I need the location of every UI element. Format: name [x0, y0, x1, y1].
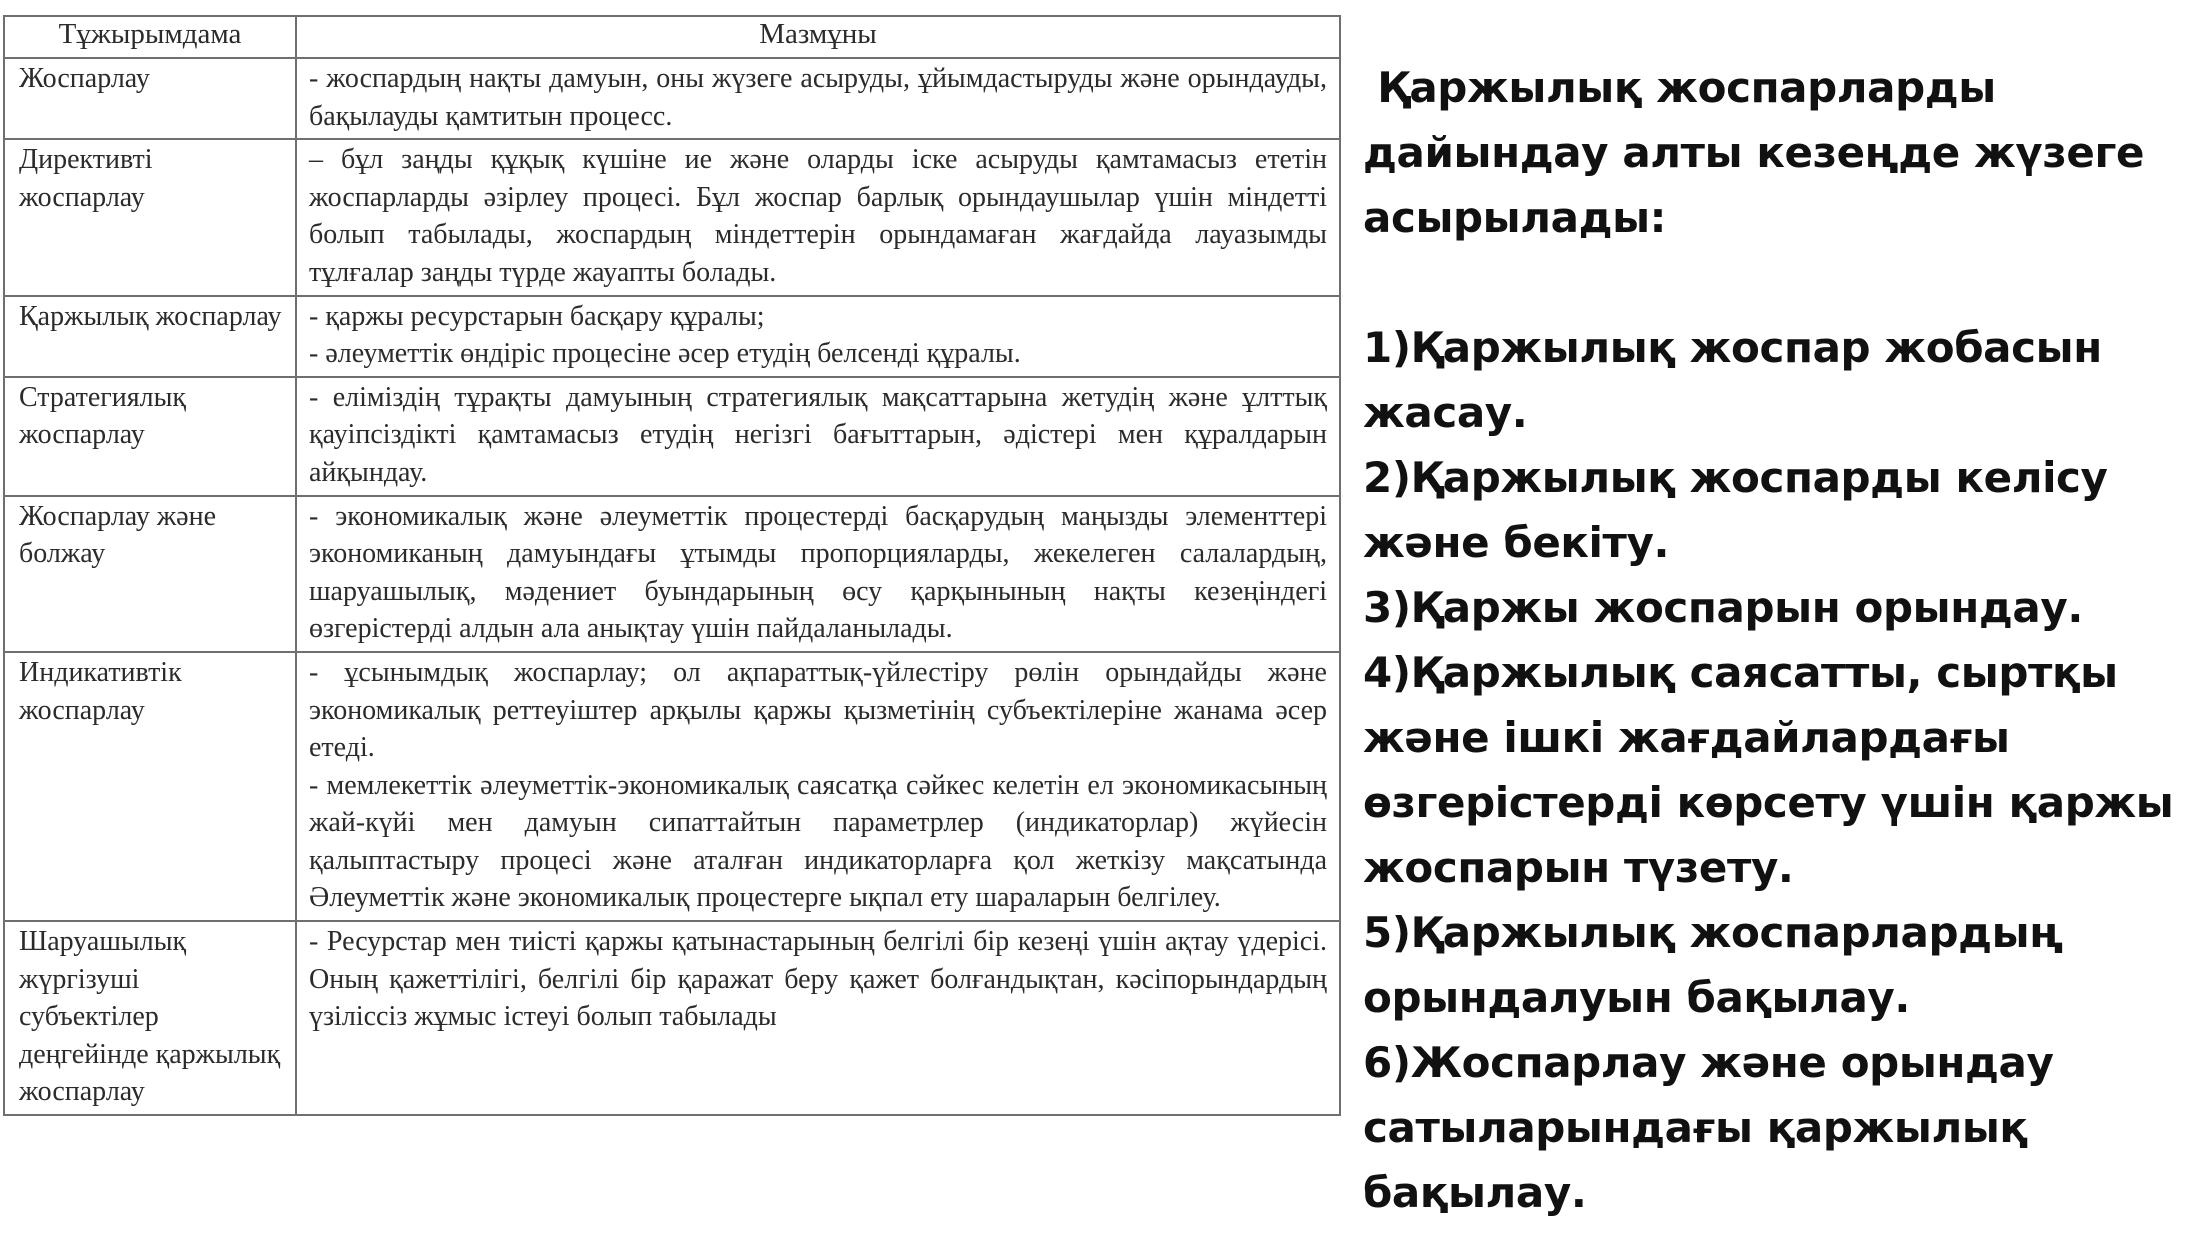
concept-cell: Қаржылық жоспарлау	[4, 296, 296, 377]
concept-cell: Стратегиялық жоспарлау	[4, 377, 296, 496]
content-paragraph: - әлеуметтік өндіріс процесіне әсер етудің белсенді құралы.	[309, 338, 1021, 370]
table-header-row	[4, 16, 1340, 58]
table-row	[4, 296, 1340, 377]
stages-list	[1363, 315, 2193, 1225]
stage-item: 1)Қаржылық жоспар жобасын жасау.	[1363, 323, 2102, 437]
content-cell	[296, 296, 1340, 377]
table-row	[4, 139, 1340, 295]
content-paragraph: - қаржы ресурстарын басқару құралы;	[309, 300, 765, 332]
content-cell	[296, 921, 1340, 1115]
content-cell	[296, 58, 1340, 139]
header-concept: Тұжырымдама	[4, 16, 296, 58]
content-cell	[296, 496, 1340, 652]
stages-heading: Қаржылық жоспарларды дайындау алты кезеңде жүзеге асырылады:	[1363, 63, 2145, 242]
table-row	[4, 496, 1340, 652]
concepts-table	[3, 15, 1341, 1116]
stage-item: 2)Қаржылық жоспарды келісу және бекіту.	[1363, 453, 2108, 567]
concepts-table-container	[3, 15, 1339, 1116]
table-row	[4, 652, 1340, 921]
table-row	[4, 921, 1340, 1115]
content-paragraph: - ұсынымдық жоспарлау; ол ақпараттық-үйлестіру рөлін орындайды және экономикалық реттеуіштер арқылы қаржы қызметінің субъектілеріне жанама әсер етеді.	[309, 656, 1327, 764]
concept-cell: Шаруашылық жүргізуші субъектілер деңгейінде қаржылық жоспарлау	[4, 921, 296, 1115]
stage-item: 3)Қаржы жоспарын орындау.	[1363, 583, 2083, 632]
content-cell	[296, 652, 1340, 921]
content-paragraph: - еліміздің тұрақты дамуының стратегиялық мақсаттарына жетудің және ұлттық қауіпсіздікті қамтамасыз етудің негізгі бағыттарын, әдістері мен құралдарын айқындау.	[309, 381, 1327, 488]
content-paragraph: - жоспардың нақты дамуын, оны жүзеге асыруды, ұйымдастыруды және орындауды, бақылауды қамтитын процесс.	[309, 63, 1327, 132]
table-row	[4, 58, 1340, 139]
concept-cell: Индикативтік жоспарлау	[4, 652, 296, 921]
header-content: Мазмұны	[296, 16, 1340, 58]
stage-item: 4)Қаржылық саясатты, сыртқы және ішкі жағдайлардағы өзгерістерді көрсету үшін қаржы жоспарын түзету.	[1363, 648, 2174, 892]
stage-item: 6)Жоспарлау және орындау сатыларындағы қаржылық бақылау.	[1363, 1038, 2054, 1217]
content-paragraph: - Ресурстар мен тиісті қаржы қатынастарының белгілі бір кезеңі үшін ақтау үдерісі. Оның қажеттілігі, белгілі бір қаражат беру қажет болғандықтан, кәсіпорындардың үзіліссіз жұмыс істеуі болып табылады	[309, 926, 1327, 1033]
concept-cell: Жоспарлау және болжау	[4, 496, 296, 652]
concept-cell: Директивті жоспарлау	[4, 139, 296, 295]
stage-item: 5)Қаржылық жоспарлардың орындалуын бақылау.	[1363, 908, 2063, 1022]
content-paragraph: - мемлекеттік әлеуметтік-экономикалық саясатқа сәйкес келетін ел экономикасының жай-күйі мен дамуын сипаттайтын параметрлер (индикаторлар) жүйесін қалыптастыру процесі және аталған индикаторларға қол жеткізу мақсатында Әлеуметтік және экономикалық процестерге ықпал ету шараларын белгілеу.	[309, 769, 1327, 914]
concept-cell: Жоспарлау	[4, 58, 296, 139]
content-cell	[296, 139, 1340, 295]
table-row	[4, 377, 1340, 496]
content-paragraph: – бұл заңды құқық күшіне ие және оларды іске асыруды қамтамасыз ететін жоспарларды әзірлеу процесі. Бұл жоспар барлық орындаушылар үшін міндетті болып табылады, жоспардың міндеттерін орындамаған жағдайда лауазымды тұлғалар заңды түрде жауапты болады.	[309, 144, 1327, 288]
content-paragraph: - экономикалық және әлеуметтік процестерді басқарудың маңызды элементтері экономиканың дамуындағы ұтымды пропорцияларды, жекелеген салалардың, шаруашылық, мәдениет буындарының өсу қарқынының нақты кезеңіндегі өзгерістерді алдын ала анықтау үшін пайдаланылады.	[309, 500, 1327, 645]
content-cell	[296, 377, 1340, 496]
financial-planning-stages-panel	[1363, 55, 2193, 1225]
heading-spacer	[1363, 250, 2193, 315]
